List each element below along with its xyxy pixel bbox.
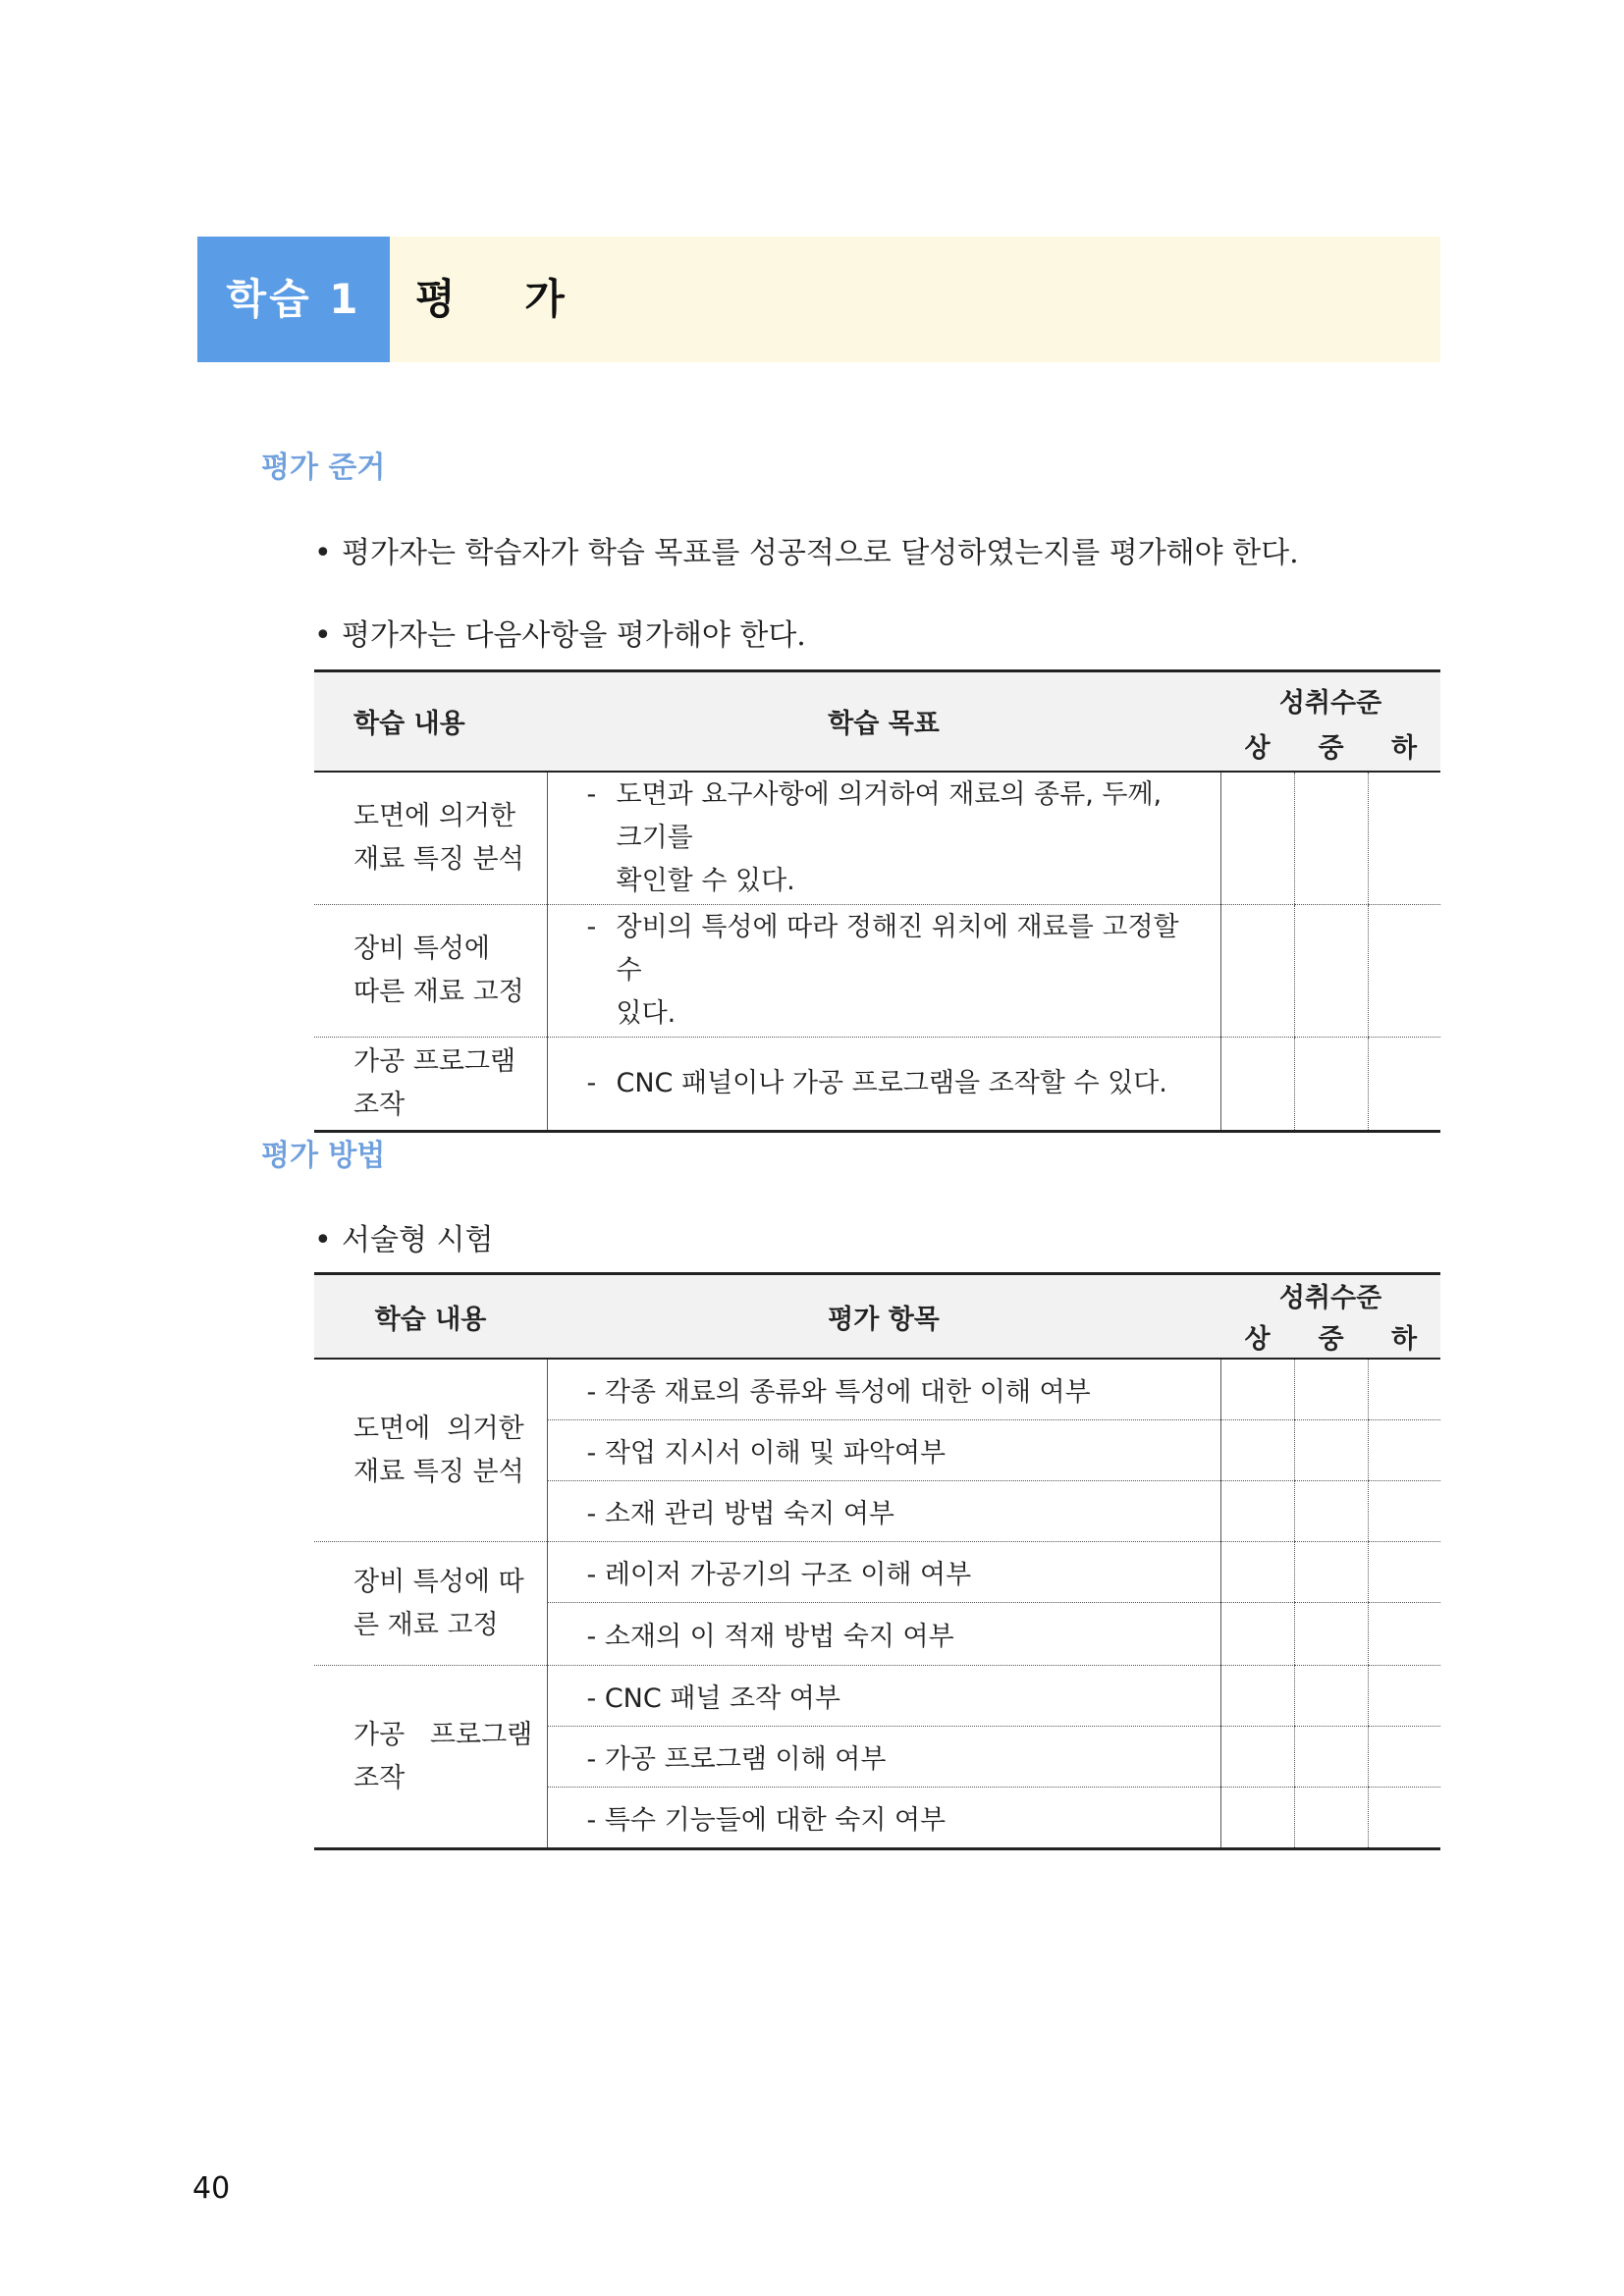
item-cell: - 소재 관리 방법 숙지 여부 [547, 1481, 1220, 1542]
level-cell [1368, 1481, 1440, 1542]
bullet-text: 서술형 시험 [342, 1223, 494, 1257]
item-cell: - 가공 프로그램 이해 여부 [547, 1727, 1220, 1788]
level-cell [1368, 1359, 1440, 1420]
header-level-mid: 중 [1294, 1315, 1368, 1359]
bullet-dot: • [314, 536, 332, 570]
criteria-bullet-1 [314, 528, 1299, 571]
level-cell [1220, 1788, 1294, 1849]
header-level: 성취수준 [1278, 1283, 1382, 1313]
header-level-low: 하 [1368, 721, 1440, 772]
level-cell [1368, 1727, 1440, 1788]
level-cell [1368, 1603, 1440, 1666]
level-cell [1294, 1788, 1368, 1849]
level-cell [1294, 1037, 1368, 1131]
method-table [314, 1272, 1440, 1850]
bullet-text: 평가자는 다음사항을 평가해야 한다. [342, 618, 806, 653]
item-cell: - 소재의 이 적재 방법 숙지 여부 [547, 1603, 1220, 1666]
level-cell [1294, 1542, 1368, 1603]
criteria-row [314, 904, 1440, 1037]
header-level-high: 상 [1220, 721, 1294, 772]
item-row [314, 1666, 1440, 1727]
goal-cell: - CNC 패널이나 가공 프로그램을 조작할 수 있다. [547, 1037, 1220, 1131]
level-cell [1294, 1359, 1368, 1420]
chapter-title-bar [197, 237, 1440, 362]
criteria-table [314, 669, 1440, 1133]
header-level: 성취수준 [1278, 687, 1382, 719]
criteria-bullet-2 [314, 611, 806, 654]
method-section-title: 평가 방법 [261, 1139, 386, 1173]
criteria-row [314, 1037, 1440, 1131]
page-number: 40 [192, 2171, 231, 2206]
item-cell: - 각종 재료의 종류와 특성에 대한 이해 여부 [547, 1359, 1220, 1420]
header-item: 평가 항목 [547, 1274, 1220, 1360]
bullet-dot: • [314, 1223, 332, 1257]
level-cell [1294, 1481, 1368, 1542]
level-cell [1220, 1037, 1294, 1131]
header-level-mid: 중 [1294, 721, 1368, 772]
header-content: 학습 내용 [314, 671, 547, 772]
item-row [314, 1359, 1440, 1420]
section-number-badge: 학습 1 [197, 237, 390, 362]
criteria-row [314, 772, 1440, 905]
item-cell: - 특수 기능들에 대한 숙지 여부 [547, 1788, 1220, 1849]
content-cell: 도면에 의거한 재료 특징 분석 [314, 1359, 547, 1542]
level-cell [1368, 1420, 1440, 1481]
level-cell [1368, 772, 1440, 905]
content-cell: 장비 특성에 따른 재료 고정 [314, 904, 547, 1037]
header-level-low: 하 [1368, 1315, 1440, 1359]
item-cell: - CNC 패널 조작 여부 [547, 1666, 1220, 1727]
level-cell [1220, 1666, 1294, 1727]
goal-cell: - 도면과 요구사항에 의거하여 재료의 종류, 두께, 크기를 확인할 수 있다. [547, 772, 1220, 905]
level-cell [1220, 904, 1294, 1037]
level-cell [1368, 904, 1440, 1037]
item-cell: - 레이저 가공기의 구조 이해 여부 [547, 1542, 1220, 1603]
level-cell [1368, 1037, 1440, 1131]
level-cell [1294, 1603, 1368, 1666]
chapter-title: 평 가 [415, 275, 592, 323]
level-cell [1220, 1727, 1294, 1788]
content-cell: 장비 특성에 따 른 재료 고정 [314, 1542, 547, 1666]
level-cell [1220, 772, 1294, 905]
bullet-text: 평가자는 학습자가 학습 목표를 성공적으로 달성하였는지를 평가해야 한다. [342, 536, 1299, 570]
header-level-high: 상 [1220, 1315, 1294, 1359]
level-cell [1368, 1788, 1440, 1849]
bullet-dot: • [314, 618, 332, 653]
level-cell [1294, 772, 1368, 905]
criteria-section-title: 평가 준거 [261, 451, 386, 485]
header-goal: 학습 목표 [547, 671, 1220, 772]
level-cell [1294, 904, 1368, 1037]
method-bullet-1 [314, 1215, 493, 1258]
level-cell [1220, 1420, 1294, 1481]
level-cell [1220, 1603, 1294, 1666]
level-cell [1368, 1542, 1440, 1603]
level-cell [1220, 1359, 1294, 1420]
level-cell [1220, 1481, 1294, 1542]
content-cell: 가공 프로그램 조작 [314, 1037, 547, 1131]
level-cell [1368, 1666, 1440, 1727]
item-row [314, 1542, 1440, 1603]
level-cell [1220, 1542, 1294, 1603]
content-cell: 가공 프로그램 조작 [314, 1666, 547, 1849]
level-cell [1294, 1727, 1368, 1788]
level-cell [1294, 1420, 1368, 1481]
content-cell: 도면에 의거한 재료 특징 분석 [314, 772, 547, 905]
item-cell: - 작업 지시서 이해 및 파악여부 [547, 1420, 1220, 1481]
level-cell [1294, 1666, 1368, 1727]
goal-cell: - 장비의 특성에 따라 정해진 위치에 재료를 고정할 수 있다. [547, 904, 1220, 1037]
header-content: 학습 내용 [314, 1274, 547, 1360]
